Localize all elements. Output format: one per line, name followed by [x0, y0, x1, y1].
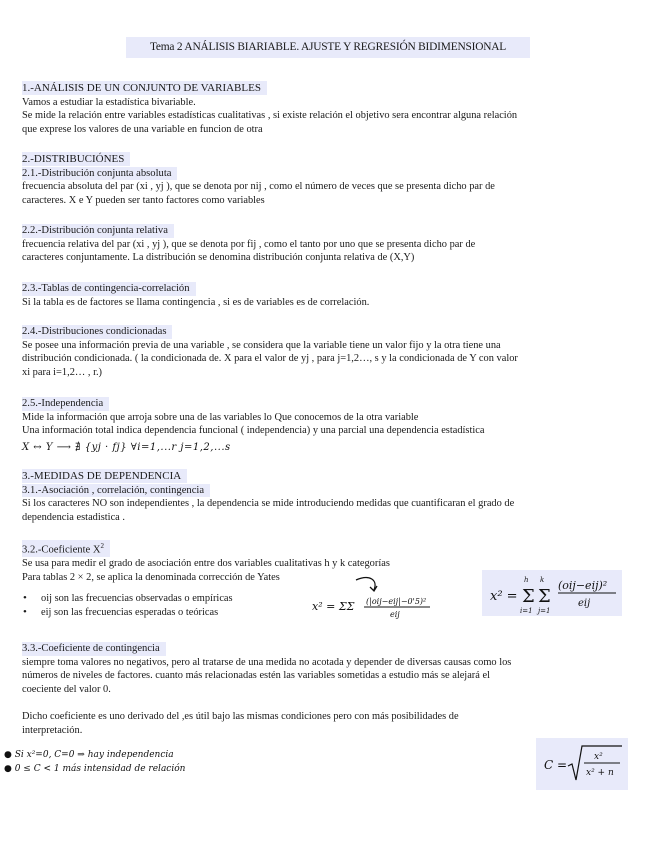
svg-text:i=1: i=1	[520, 607, 533, 615]
chi-square-formula-box	[482, 570, 622, 616]
s2-4-heading: 2.4.-Distribuciones condicionadas	[22, 325, 172, 339]
section-3	[22, 469, 638, 524]
s2-5-line-1: Mide la información que arroja sobre una de las variables lo Que conocemos de la otra variable	[22, 411, 419, 423]
s2-1-line-1: frecuencia absoluta del par (xi , yj ), que se denota por nij , como el número de veces que se presenta dicho par de	[22, 181, 495, 193]
bullet-oij: • oij son las frecuencias observadas o empíricas	[22, 592, 462, 606]
s1-line-1: Vamos a estudiar la estadística bivariable.	[22, 96, 196, 108]
s2-1-heading: 2.1.-Distribución conjunta absoluta	[22, 167, 177, 181]
section-3-heading: 3.-MEDIDAS DE DEPENDENCIA	[22, 469, 187, 483]
svg-text:k: k	[540, 576, 545, 584]
s3-2-heading-sup: 2	[100, 542, 105, 550]
s2-3-heading: 2.3.-Tablas de contingencia-correlación	[22, 282, 196, 296]
svg-text:(|oij−eij|−0'5)²: (|oij−eij|−0'5)²	[366, 597, 427, 606]
svg-text:x² + n: x² + n	[586, 768, 614, 778]
svg-text:Σ: Σ	[522, 586, 535, 607]
s2-4-line-3: xi para i=1,2… , r.)	[22, 366, 103, 378]
s3-2-line-1: Se usa para medir el grado de asociación entre dos variables cualitativas h y k categorías	[22, 558, 390, 570]
svg-text:h: h	[524, 576, 529, 584]
yates-formula-text: x² = ΣΣ	[312, 600, 355, 613]
svg-text:x²: x²	[594, 752, 603, 762]
s3-1-heading: 3.1.-Asociación , correlación, contingencia	[22, 484, 210, 498]
page-title: Tema 2 ANÁLISIS BIARIABLE. AJUSTE Y REGRESIÓN BIDIMENSIONAL	[126, 37, 530, 58]
s3-3-line-1: siempre toma valores no negativos, pero al tratarse de una medida no acotada y depender de diversas causas como los	[22, 656, 512, 668]
svg-text:j=1: j=1	[538, 607, 551, 615]
svg-text:Σ: Σ	[538, 586, 551, 607]
svg-text:eij: eij	[390, 610, 400, 619]
s2-4-line-2: distribución condicionada. ( la condicionada de. X para el valor de yj , para j=1,2…, s y la condicionada de Y con valor	[22, 353, 518, 365]
section-2-4	[22, 325, 638, 379]
s2-1-line-2: caracteres. X e Y pueden ser tanto factores como variables	[22, 194, 265, 206]
svg-text:x² =: x² =	[490, 589, 518, 604]
contingency-formula	[536, 738, 628, 790]
s3-3-line-3: coeciente del valor 0.	[22, 683, 111, 695]
s1-line-2: Se mide la relación entre variables estadísticas cualitativas , si existe relación el objetivo sera encontrar alguna relación	[22, 110, 518, 122]
s2-5-line-2: Una información total indica dependencia funcional ( independencia) y una parcial una dependencia estadística	[22, 425, 485, 437]
svg-text:eij: eij	[578, 598, 591, 609]
bullet-eij: • eij son las frecuencias esperadas o teóricas	[22, 606, 462, 620]
s2-4-line-1: Se posee una información previa de una variable , se considera que la variable tiene un valor fijo y la otra tiene una	[22, 339, 501, 351]
s3-2-heading	[22, 540, 110, 557]
section-1-heading: 1.-ANÁLISIS DE UN CONJUNTO DE VARIABLES	[22, 81, 267, 95]
s3-2-heading-text: 3.2.-Coeficiente X	[22, 544, 101, 556]
s3-3-line-2: números de niveles de factores. cuanto más relacionadas estén las variables sometidas a estudio más se alejará el	[22, 670, 490, 682]
chi-square-formula	[482, 570, 622, 616]
note-1: ● Si x²=0, C=0 ⇒ hay independencia	[4, 750, 174, 760]
s2-3-line-1: Si la tabla es de factores se llama contingencia , si es de variables es de correlación.	[22, 296, 370, 308]
s3-1-line-2: dependencia estadistica .	[22, 511, 125, 523]
section-1	[22, 81, 638, 136]
section-2-2	[22, 224, 638, 265]
s3-3-heading: 3.3.-Coeficiente de contingencia	[22, 642, 166, 656]
section-2	[22, 152, 638, 207]
section-3-3	[22, 642, 638, 738]
note-2: ● 0 ≤ C < 1 más intensidad de relación	[4, 764, 186, 774]
svg-text:C =: C =	[544, 758, 568, 772]
yates-formula	[312, 574, 462, 630]
s1-line-3: que exprese los valores de una variable en funcion de otra	[22, 123, 263, 135]
s2-2-heading: 2.2.-Distribución conjunta relativa	[22, 224, 174, 238]
contingency-formula-box	[536, 738, 628, 790]
s3-2-line-2: Para tablas 2 × 2, se aplica la denominada corrección de Yates	[22, 571, 280, 583]
handwritten-notes	[4, 748, 185, 776]
section-2-3	[22, 282, 638, 309]
s3-1-line-1: Si los caracteres NO son independientes , la dependencia se mide introduciendo medidas que cuantificaran el grado de	[22, 498, 515, 510]
s3-3-para-1: Dicho coeficiente es uno derivado del ,es útil bajo las mismas condiciones pero con más posibilidades de	[22, 711, 459, 723]
independence-handwritten-note: X ↔ Y ⟶ ∄ {yj · fj} ∀i=1,...r j=1,2,...s	[22, 441, 231, 453]
section-2-heading: 2.-DISTRIBUCIÓNES	[22, 152, 130, 166]
svg-text:(oij−eij)²: (oij−eij)²	[558, 579, 608, 592]
s2-2-line-1: frecuencia relativa del par (xi , yj ), que se denota por fij , como el tanto por uno que se presenta dicho par de	[22, 238, 476, 250]
yates-arrow	[356, 578, 375, 590]
s3-3-para-2: interpretación.	[22, 724, 83, 736]
s2-2-line-2: caracteres conjuntamente. La distribución se denomina distribución conjunta relativa de (X,Y)	[22, 252, 415, 264]
s2-5-heading: 2.5.-Independencia	[22, 397, 109, 411]
section-2-5	[22, 397, 638, 454]
